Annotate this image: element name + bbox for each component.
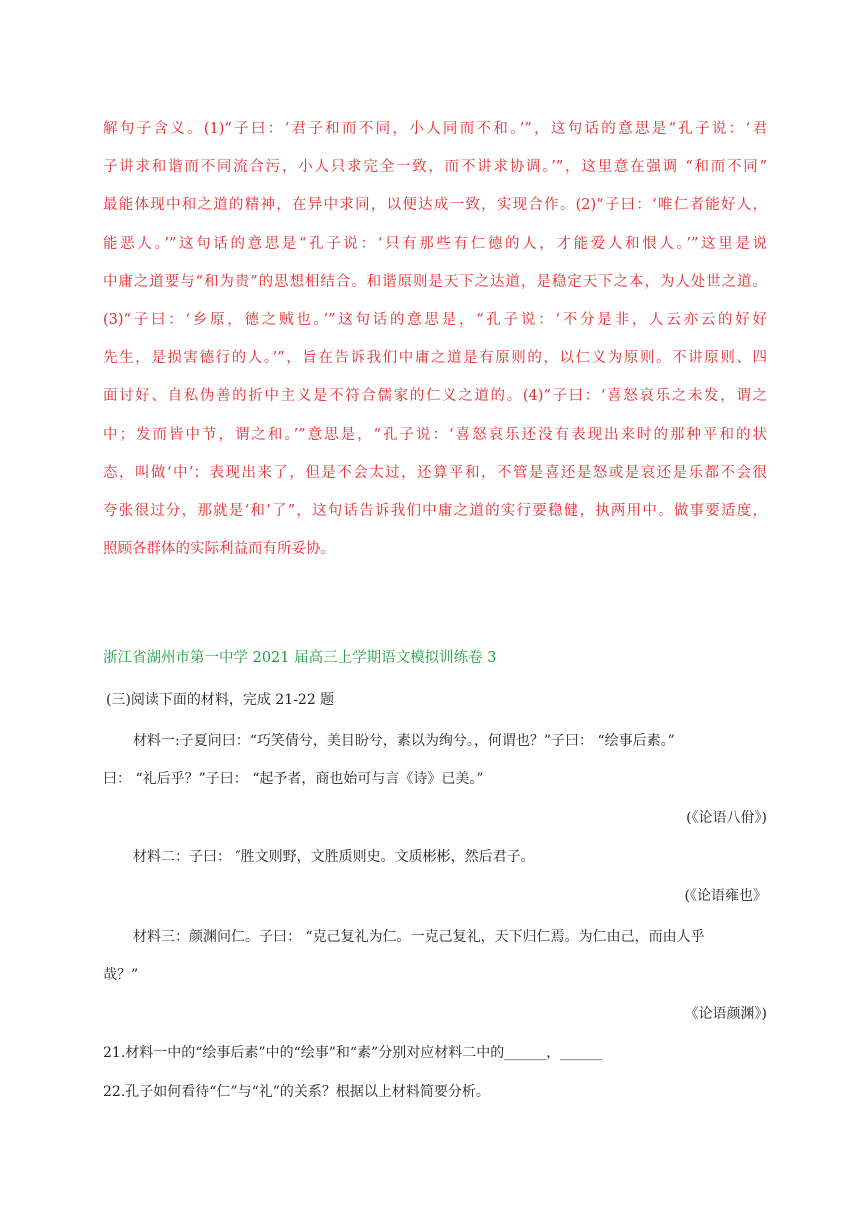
- material-three-citation: 《论语颜渊》): [684, 1006, 767, 1022]
- answer-line: 面讨好、自私伪善的折中主义是不符合儒家的仁义之道的。(4)“子曰：‘喜怒哀乐之未发，谓之: [103, 388, 767, 405]
- section-instruction: (三)阅读下面的材料，完成 21-22 题: [106, 692, 335, 708]
- answer-line: 照顾各群体的实际利益而有所妥协。: [103, 541, 335, 558]
- material-one-citation: (《论语八佾》): [686, 810, 767, 826]
- material-three-line-2: 哉？”: [103, 967, 139, 983]
- answer-line: (3)“子曰：‘乡原，德之贼也。’”这句话的意思是，“孔子说：‘不分是非，人云亦云的好好: [103, 312, 767, 329]
- source-heading: 浙江省湖州市第一中学 2021 届高三上学期语文模拟训练卷 3: [103, 650, 497, 666]
- answer-explanation: [103, 110, 767, 568]
- answer-line: 能恶人。’”这句话的意思是“孔子说：‘只有那些有仁德的人，才能爱人和恨人。’”这里是说: [103, 235, 767, 252]
- answer-line: 态，叫做‘中’；表现出来了，但是不会太过，还算平和，不管是喜还是怒或是哀还是乐都不会很: [103, 464, 767, 481]
- material-three-line-1: 材料三：颜渊问仁。子曰： “克己复礼为仁。一克己复礼，天下归仁焉。为仁由己，而由人乎: [133, 929, 705, 945]
- answer-line: 先生，是损害德行的人。’”，旨在告诉我们中庸之道是有原则的，以仁义为原则。不讲原则、四: [103, 350, 767, 367]
- question-22: 22.孔子如何看待“仁”与“礼”的关系？根据以上材料简要分析。: [103, 1084, 490, 1100]
- answer-line: 中庸之道要与“和为贵”的思想相结合。和谐原则是天下之达道，是稳定天下之本，为人处世之道。: [103, 273, 767, 290]
- material-two: 材料二：子曰： ″胜文则野，文胜质则史。文质彬彬，然后君子。: [133, 849, 535, 865]
- answer-line: 夸张很过分，那就是‘和’了”，这句话告诉我们中庸之道的实行要稳健，执两用中。做事要适度，: [103, 503, 767, 520]
- answer-line: 中；发而皆中节，谓之和。’”意思是，“孔子说：‘喜怒哀乐还没有表现出来时的那种平和的状: [103, 426, 767, 443]
- material-two-citation: (《论语雍也》: [684, 888, 767, 904]
- answer-line: 最能体现中和之道的精神，在异中求同，以便达成一致，实现合作。(2)“子曰：‘唯仁者能好人，: [103, 197, 767, 214]
- answer-line: 子讲求和谐而不同流合污，小人只求完全一致，而不讲求协调。’”，这里意在强调 “和而不同”: [103, 159, 767, 176]
- material-one-line-1: 材料一:子夏问曰：“巧笑倩兮，美目盼兮，素以为绚兮。，何谓也？”子曰： “绘事后素。”: [133, 733, 675, 749]
- material-one-line-2: 曰： “礼后乎？”子曰： “起予者，商也始可与言《诗》已美。”: [103, 771, 484, 787]
- answer-line: 解句子含义。(1)“子曰：‘君子和而不同，小人同而不和。’”，这句话的意思是“孔子说：‘君: [103, 121, 767, 137]
- question-21: 21.材料一中的“绘事后素”中的“绘事”和“素”分别对应材料二中的______，______: [103, 1045, 603, 1061]
